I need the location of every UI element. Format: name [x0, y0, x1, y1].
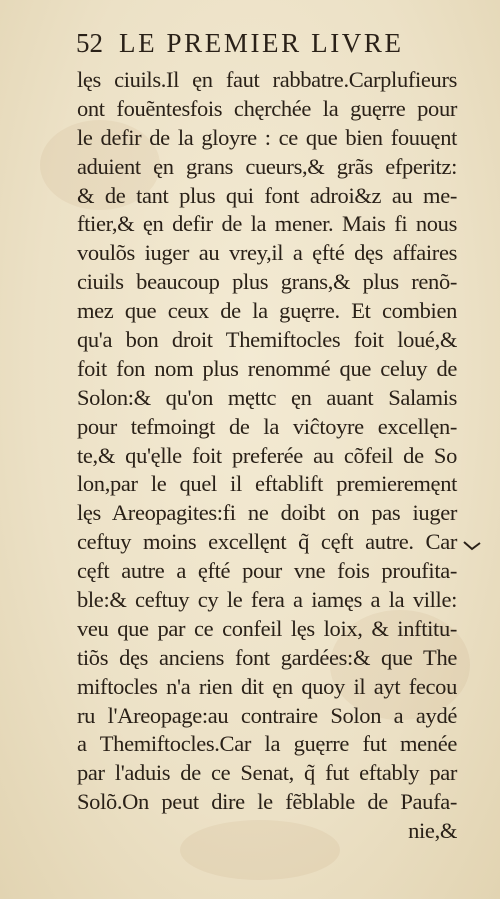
text-line: lon,par le quel il eftablift premieremęnt — [77, 471, 457, 497]
text-line: voulõs iuger au vrey,il a ęfté dęs affaires — [77, 240, 457, 266]
text-line: cęft autre a ęfté pour vne fois proufita- — [77, 558, 457, 584]
text-line: tiõs dęs anciens font gardées:& que The — [77, 644, 457, 670]
text-line: pour tefmoingt de la viĉtoyre excellęn- — [77, 413, 457, 439]
text-line: ont fouẽntesfois chęrchée la guęrre pour — [77, 95, 457, 121]
text-line: Solon:& qu'on męttc ęn auant Salamis — [77, 384, 457, 410]
text-line: mez que ceux de la guęrre. Et combien — [77, 298, 457, 324]
text-line: ciuils beaucoup plus grans,& plus renõ- — [77, 269, 457, 295]
running-title: LE PREMIER LIVRE — [119, 28, 404, 58]
text-line: ble:& ceftuy cy le fera a iamęs a la ville: — [77, 587, 457, 613]
page-number: 52 — [76, 28, 103, 58]
text-line: foit fon nom plus renommé que celuy de — [77, 355, 457, 381]
text-line: qu'a bon droit Themiftocles foit loué,& — [77, 327, 457, 353]
text-line: lęs Areopagites:fi ne doibt on pas iuger — [77, 500, 457, 526]
body-text — [77, 66, 457, 846]
text-line: miftocles n'a rien dit ęn quoy il ayt fecou — [77, 673, 457, 699]
text-line: ru l'Areopage:au contraire Solon a aydé — [77, 702, 457, 728]
text-line: le defir de la gloyre : ce que bien fouuęnt — [77, 124, 457, 150]
text-line: te,& qu'ęlle foit preferée au cõfeil de So — [77, 442, 457, 468]
text-line: & de tant plus qui font adroi&z au me- — [77, 182, 457, 208]
margin-hyphen-mark — [463, 540, 481, 552]
text-line: par l'aduis de ce Senat, q̃ fut eftably par — [77, 760, 457, 786]
text-line: ftier,& ęn defir de la mener. Mais fi nous — [77, 211, 457, 237]
text-line: a Themiftocles.Car la guęrre fut menée — [77, 731, 457, 757]
text-line: aduient ęn grans cueurs,& grãs efperitz: — [77, 153, 457, 179]
text-line: ceftuy moins excellęnt q̃ cęft autre. Car — [77, 529, 457, 555]
text-line: lęs ciuils.Il ęn faut rabbatre.Carplufieurs — [77, 67, 457, 92]
text-line: nie,& — [408, 818, 457, 844]
text-line: veu que par ce confeil lęs loix, & inftitu- — [77, 615, 457, 641]
text-line: Solõ.On peut dire le fẽblable de Paufa- — [77, 789, 457, 815]
page-header — [76, 28, 448, 60]
